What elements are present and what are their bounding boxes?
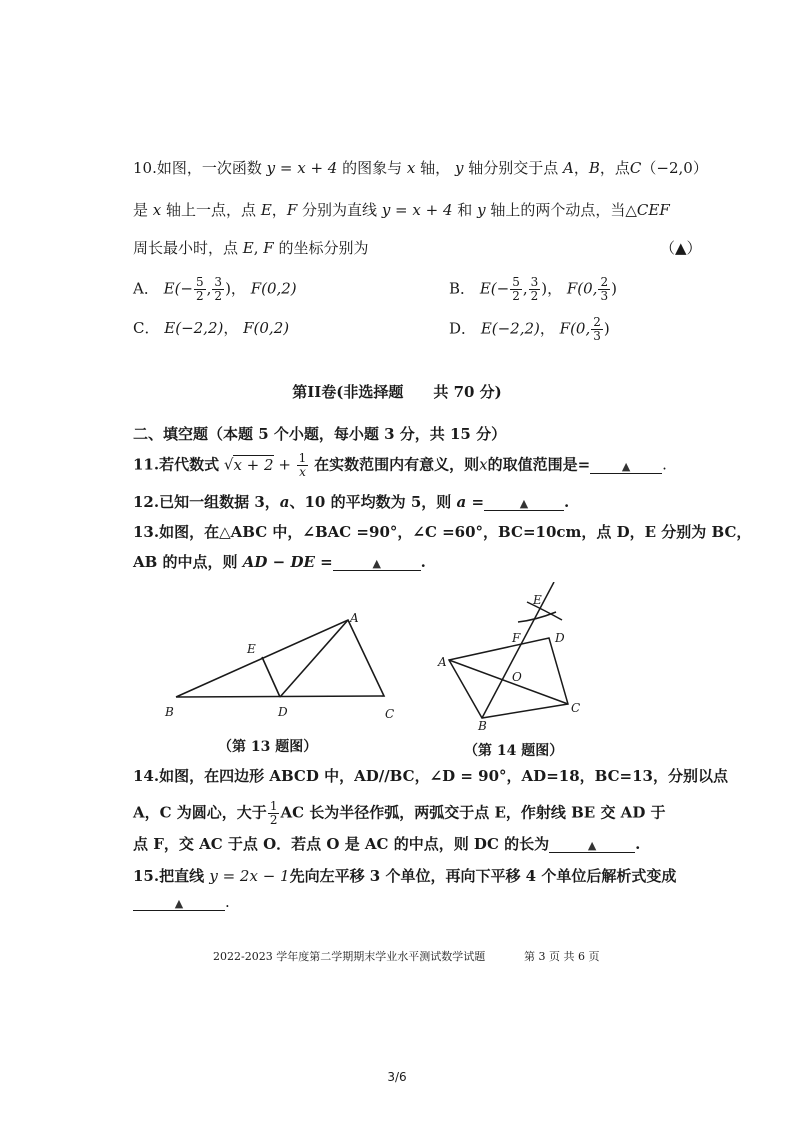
- q10-point-b: B: [588, 159, 600, 177]
- numerator: 5: [512, 275, 520, 289]
- answer-marker: ▲: [587, 839, 597, 852]
- option-point-e: E(−2,2): [480, 319, 540, 338]
- q11-text: 的取值范围是=: [487, 455, 591, 474]
- option-label: A．: [133, 279, 159, 298]
- plus-sign: +: [273, 455, 296, 474]
- option-point-e: E(−2,2): [164, 319, 224, 337]
- q10-line3: 周长最小时，点 E, F 的坐标分别为: [133, 239, 369, 257]
- q10-text: 的图象与: [342, 159, 403, 177]
- period: .: [225, 893, 230, 911]
- q14-text: A，C 为圆心，大于: [133, 803, 267, 822]
- q11-text: 11.若代数式: [133, 455, 220, 474]
- q10-text: ，点: [599, 159, 630, 177]
- option-point-e: E(−: [163, 279, 193, 298]
- q10-equation: y = x + 4: [266, 159, 338, 177]
- q10-text: ，: [573, 159, 589, 177]
- period: .: [420, 553, 426, 571]
- q14-line1: 14.如图，在四边形 ABCD 中，AD//BC，∠D = 90°，AD=18，BC=13，分别以点: [133, 767, 728, 785]
- q13-line2: [133, 552, 426, 572]
- q12: [133, 492, 569, 512]
- option-label: D．: [449, 319, 477, 338]
- option-point-f: F(0,: [566, 279, 598, 298]
- label-d: D: [555, 631, 565, 645]
- radicand: x + 2: [233, 455, 274, 474]
- part-heading: 二、填空题（本题 5 个小题，每小题 3 分，共 15 分）: [133, 425, 507, 443]
- q10-line1: [133, 158, 708, 178]
- fraction: [598, 276, 610, 303]
- q10-point-e: E: [260, 201, 272, 219]
- q15-text: 先向左平移 3 个单位，再向下平移 4 个单位后解析式变成: [289, 867, 677, 885]
- answer-marker: ▲: [519, 497, 529, 510]
- option-label: C．: [133, 319, 160, 337]
- q10-text: 轴上一点，点: [166, 201, 257, 219]
- label-f: F: [512, 631, 521, 645]
- denominator: 2: [214, 289, 223, 303]
- q12-var-a: a: [279, 493, 290, 511]
- answer-marker: ▲: [621, 459, 631, 473]
- q10-answer-marker: （▲）: [660, 239, 702, 257]
- q10-text: 轴分别交于点: [468, 159, 559, 177]
- q14-text: 点 F，交 AC 于点 O．若点 O 是 AC 的中点，则 DC 的长为: [133, 835, 550, 853]
- denominator: 2: [269, 813, 278, 827]
- label-b: B: [165, 705, 174, 719]
- q10-option-c: C． E(−2,2)， F(0,2): [133, 319, 290, 337]
- q14-text: AC 长为半径作弧，两弧交于点 E，作射线 BE 交 AD 于: [280, 803, 666, 822]
- denominator: 2: [196, 289, 204, 303]
- label-a: A: [350, 611, 359, 625]
- period: .: [635, 835, 641, 853]
- footer-title: 2022-2023 学年度第二学期期末学业水平测试数学试题: [213, 950, 486, 963]
- q10-text: 周长最小时，点: [133, 239, 239, 257]
- option-point-f: F(0,2): [243, 319, 290, 337]
- footer-page: 第 3 页 共 6 页: [524, 950, 600, 963]
- q10-line2: [133, 200, 670, 220]
- fraction: [529, 276, 541, 303]
- q10-point-f: F: [263, 239, 274, 257]
- numerator: 2: [600, 275, 609, 289]
- q13-answer-blank[interactable]: [333, 552, 421, 571]
- label-c: C: [571, 701, 581, 715]
- denominator: 2: [530, 289, 539, 303]
- denominator: 3: [593, 329, 601, 343]
- answer-marker: ▲: [372, 557, 381, 570]
- q11-answer-blank[interactable]: [590, 455, 662, 474]
- q13-expression: AD − DE =: [242, 553, 333, 571]
- q11: [133, 452, 667, 479]
- fraction: [194, 276, 206, 303]
- figure-13: [160, 610, 410, 725]
- numerator: 5: [196, 275, 204, 289]
- section-title: 第II卷(非选择题 共 70 分): [292, 383, 502, 401]
- label-e: E: [247, 642, 256, 656]
- q13-line1: 13.如图，在△ABC 中，∠BAC =90°，∠C =60°，BC=10cm，点 D，E 分别为 BC，: [133, 523, 752, 541]
- q10-point-e: E: [242, 239, 254, 257]
- denominator: 3: [600, 289, 609, 303]
- triangle-abc: [176, 620, 384, 697]
- q10-equation: y = x + 4: [381, 201, 453, 219]
- q15: [133, 866, 676, 886]
- option-point-f: F(0,2): [250, 279, 297, 298]
- figure-13-caption: （第 13 题图）: [218, 739, 318, 755]
- q14-line3: [133, 834, 640, 854]
- numerator: 1: [269, 799, 278, 813]
- q15-text: 15.把直线: [133, 867, 205, 885]
- sqrt-expression: √x + 2: [223, 455, 274, 474]
- q14-line2: [133, 800, 666, 827]
- q12-answer-blank[interactable]: [484, 492, 564, 511]
- option-label: B．: [449, 279, 476, 298]
- q10-option-a: A． E(− $\frac{5}{2}$ , $\frac{3}{2}$ )， F(0,2): [133, 275, 297, 303]
- option-point-e: E(−: [479, 279, 510, 298]
- q10-text: 10.如图，一次函数: [133, 159, 262, 177]
- fraction: [297, 452, 309, 479]
- page-counter: 3/6: [387, 1070, 407, 1084]
- q15-answer-blank[interactable]: [133, 892, 225, 911]
- q10-coord-c: （−2,0）: [641, 159, 708, 177]
- numerator: 3: [214, 275, 223, 289]
- q12-text: 、10 的平均数为 5，则: [289, 493, 452, 511]
- label-a: A: [438, 655, 447, 669]
- q10-triangle-cef: CEF: [636, 201, 670, 219]
- q13-text: AB 的中点，则: [133, 553, 238, 571]
- q10-var-x: x: [406, 159, 416, 177]
- period: .: [662, 455, 667, 474]
- q12-text: 12.已知一组数据 3，: [133, 493, 280, 511]
- fraction: [212, 276, 224, 303]
- figure-14-caption: （第 14 题图）: [464, 743, 564, 759]
- q11-text: 在实数范围内有意义，则: [314, 455, 480, 474]
- quadrilateral-abcd: [449, 638, 568, 718]
- q10-text: 轴，: [420, 159, 451, 177]
- numerator: 2: [593, 315, 601, 329]
- q14-answer-blank[interactable]: [549, 834, 635, 853]
- q10-point-a: A: [563, 159, 574, 177]
- period: .: [564, 493, 570, 511]
- label-d: D: [278, 705, 288, 719]
- denominator: x: [299, 465, 306, 479]
- segment-ed: [262, 657, 280, 697]
- label-e: E: [533, 593, 542, 607]
- q15-answer-line: [133, 892, 230, 912]
- fraction: [510, 276, 522, 303]
- label-c: C: [385, 707, 395, 721]
- q10-text: 的坐标分别为: [278, 239, 369, 257]
- q10-text: ，: [271, 201, 287, 219]
- option-point-f: F(0,: [559, 319, 591, 338]
- q10-text: 和: [457, 201, 473, 219]
- q10-var-x: x: [152, 201, 162, 219]
- q10-var-y: y: [454, 159, 464, 177]
- figure-14: [432, 582, 592, 732]
- q10-text: 分别为直线: [302, 201, 378, 219]
- q10-var-y: y: [477, 201, 486, 219]
- answer-marker: ▲: [174, 897, 184, 910]
- q10-option-b: B． E(− $\frac{5}{2}$ , $\frac{3}{2}$ )， F(0, $\frac{2}{3}$ ): [449, 275, 617, 303]
- numerator: 1: [298, 451, 307, 465]
- label-o: O: [512, 670, 522, 684]
- q10-option-d: D． E(−2,2)， F(0, $\frac{2}{3}$ ): [449, 315, 610, 343]
- denominator: 2: [512, 289, 520, 303]
- fraction: [268, 800, 280, 827]
- q12-var-a: a =: [456, 493, 485, 511]
- q10-text: 是: [133, 201, 149, 219]
- fraction: [591, 316, 603, 343]
- q10-point-f: F: [286, 201, 298, 219]
- q10-text: 轴上的两个动点，当△: [490, 201, 637, 219]
- numerator: 3: [530, 275, 539, 289]
- q11-var-x: x: [479, 455, 488, 474]
- q15-equation: y = 2x − 1: [209, 867, 290, 885]
- segment-ad: [280, 620, 348, 697]
- label-b: B: [478, 719, 487, 732]
- q10-point-c: C: [629, 159, 642, 177]
